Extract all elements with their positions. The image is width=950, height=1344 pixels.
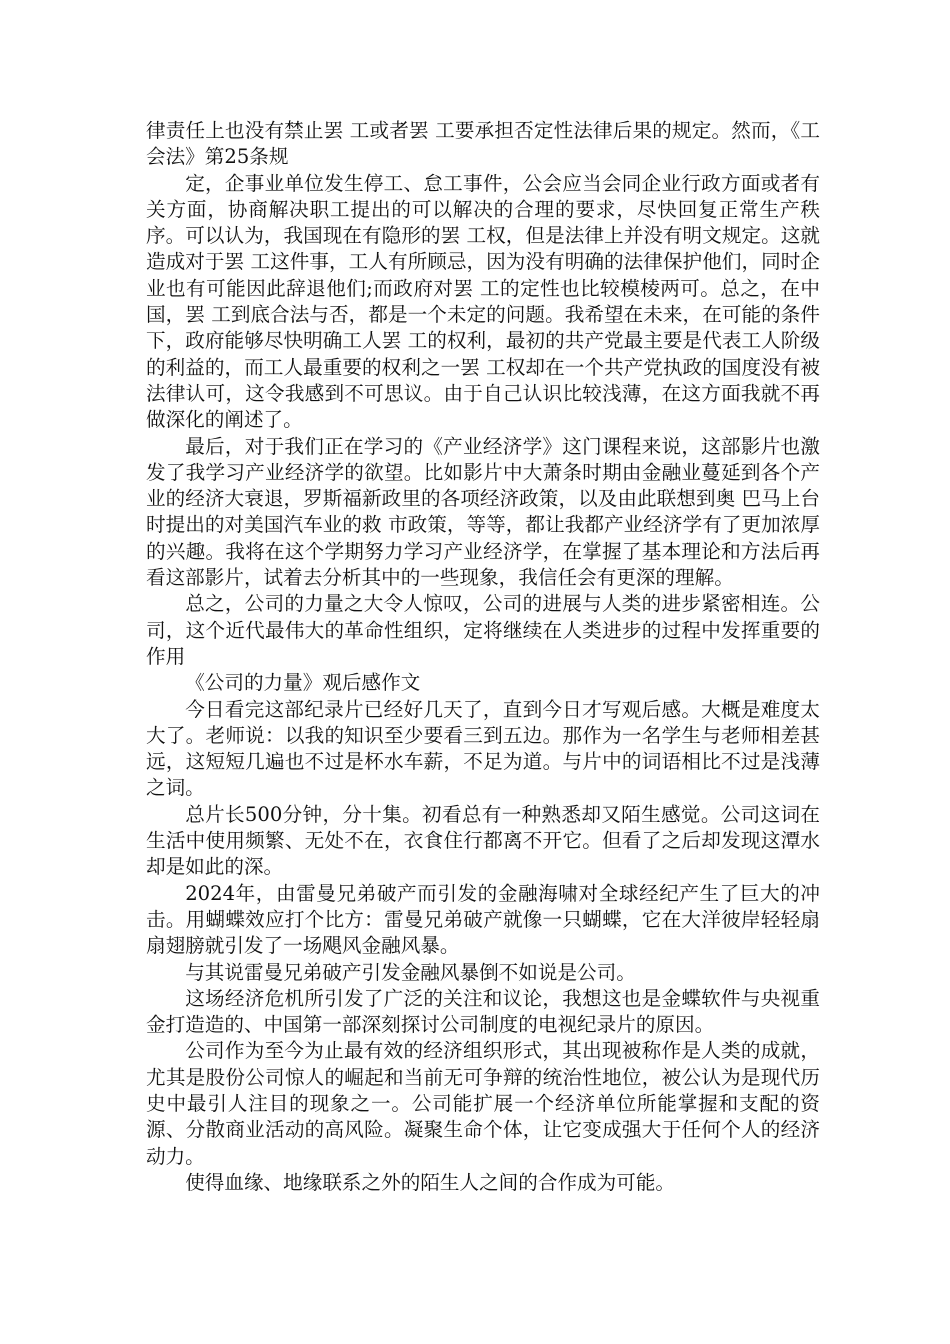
- document-page: [146, 118, 820, 1196]
- paragraph-4: 总之，公司的力量之大令人惊叹，公司的进展与人类的进步紧密相连。公司，这个近代最伟大的革命性组织，定将继续在人类进步的过程中发挥重要的作用: [146, 592, 820, 668]
- paragraph-7: 总片长500分钟，分十集。初看总有一种熟悉却又陌生感觉。公司这词在生活中使用频繁、无处不在，衣食住行都离不开它。但看了之后却发现这潭水却是如此的深。: [146, 802, 820, 879]
- paragraph-8: 2024年，由雷曼兄弟破产而引发的金融海啸对全球经纪产生了巨大的冲击。用蝴蝶效应打个比方：雷曼兄弟破产就像一只蝴蝶，它在大洋彼岸轻轻扇扇翅膀就引发了一场飓风金融风暴。: [146, 881, 820, 958]
- paragraph-12: 使得血缘、地缘联系之外的陌生人之间的合作成为可能。: [185, 1170, 676, 1194]
- paragraph-11: 公司作为至今为止最有效的经济组织形式，其出现被称作是人类的成就，尤其是股份公司惊人的崛起和当前无可争辩的统治性地位，被公认为是现代历史中最引人注目的现象之一。公司能扩展一个经济单位所能掌握和支配的资源、分散商业活动的高风险。凝聚生命个体，让它变成强大于任何个人的经济动力。: [146, 1039, 820, 1168]
- paragraph-3: 最后，对于我们正在学习的《产业经济学》这门课程来说，这部影片也激发了我学习产业经济学的欲望。比如影片中大萧条时期由金融业蔓延到各个产业的经济大衰退，罗斯福新政里的各项经济政策，以及由此联想到奥 巴马上台时提出的对美国汽车业的救 市政策，等等，都让我都产业经济学有了更加浓厚的兴趣。我将在这个学期努力学习产业经济学，在掌握了基本理论和方法后再看这部影片，试着去分析其中的一些现象，我信任会有更深的理解。: [146, 434, 820, 590]
- paragraph-10: 这场经济危机所引发了广泛的关注和议论，我想这也是金蝶软件与央视重金打造造的、中国第一部深刻探讨公司制度的电视纪录片的原因。: [146, 986, 820, 1037]
- paragraph-6: 今日看完这部纪录片已经好几天了，直到今日才写观后感。大概是难度太大了。老师说：以我的知识至少要看三到五边。那作为一名学生与老师相差甚远，这短短几遍也不过是杯水车薪，不足为道。与片中的词语相比不过是浅薄之词。: [146, 697, 820, 800]
- paragraph-9: 与其说雷曼兄弟破产引发金融风暴倒不如说是公司。: [185, 960, 636, 984]
- paragraph-2: 定，企事业单位发生停工、怠工事件，公会应当会同企业行政方面或者有关方面，协商解决职工提出的可以解决的合理的要求，尽快回复正常生产秩序。可以认为，我国现在有隐形的罢 工权，但是法律上并没有明文规定。这就造成对于罢 工这件事，工人有所顾忌，因为没有明确的法律保护他们，同时企业也有可能因此辞退他们;而政府对罢 工的定性也比较模棱两可。总之，在中国，罢 工到底合法与否，都是一个未定的问题。我希望在未来，在可能的条件下，政府能够尽快明确工人罢 工的权利，最初的共产党最主要是代表工人阶级的利益的，而工人最重要的权利之一罢 工权却在一个共产党执政的国度没有被法律认可，这令我感到不可思议。由于自己认识比较浅薄，在这方面我就不再做深化的阐述了。: [146, 171, 820, 432]
- essay-title: 《公司的力量》观后感作文: [185, 671, 421, 695]
- paragraph-1: 律责任上也没有禁止罢 工或者罢 工要承担否定性法律后果的规定。然而，《工会法》第25条规: [146, 119, 820, 169]
